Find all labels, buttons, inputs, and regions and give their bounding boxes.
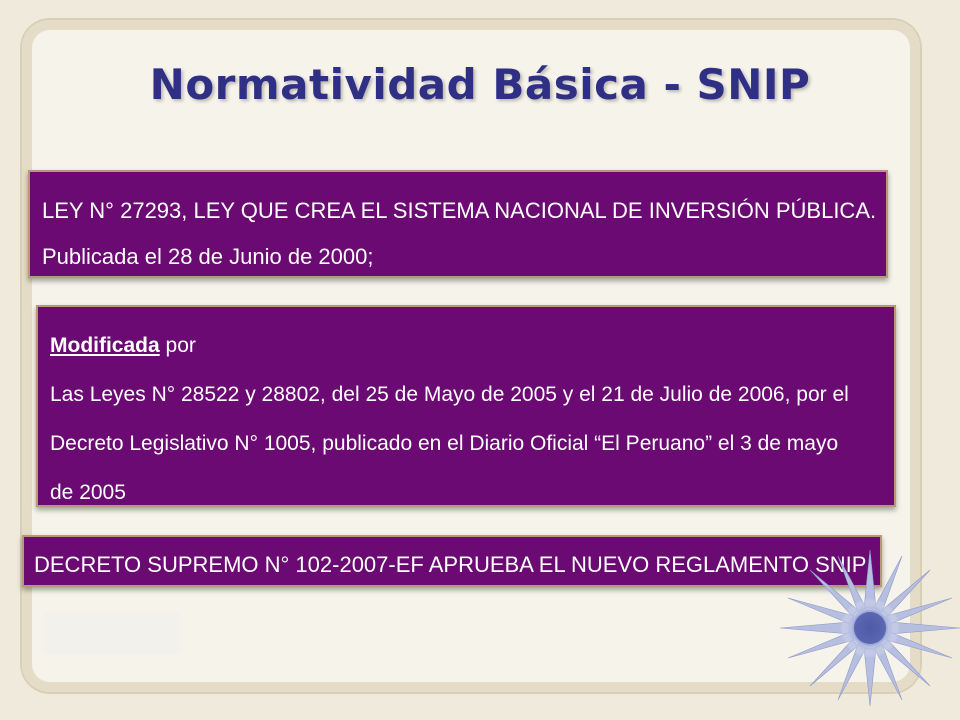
decree-box <box>22 535 882 587</box>
starburst-icon <box>770 548 960 720</box>
modification-heading <box>50 321 894 370</box>
modification-laws: Las Leyes N° 28522 y 28802, del 25 de Mayo de 2005 y el 21 de Julio de 2006, por el <box>50 383 849 406</box>
modification-box <box>36 305 896 507</box>
modification-decree: Decreto Legislativo N° 1005, publicado en el Diario Oficial “El Peruano” el 3 de mayo <box>50 432 839 455</box>
decree-text: DECRETO SUPREMO N° 102-2007-EF APRUEBA EL NUEVO REGLAMENTO SNIP <box>34 552 867 577</box>
modification-heading-word: Modificada <box>50 334 160 357</box>
law-published: Publicada el 28 de Junio de 2000; <box>42 244 374 269</box>
modification-heading-rest: por <box>159 334 196 357</box>
law-box <box>28 170 888 278</box>
law-title: LEY N° 27293, LEY QUE CREA EL SISTEMA NACIONAL DE INVERSIÓN PÚBLICA. <box>42 198 877 223</box>
footer-placeholder <box>44 612 180 654</box>
slide-title: Normatividad Básica - SNIP <box>149 60 811 109</box>
modification-date: de 2005 <box>50 481 126 504</box>
